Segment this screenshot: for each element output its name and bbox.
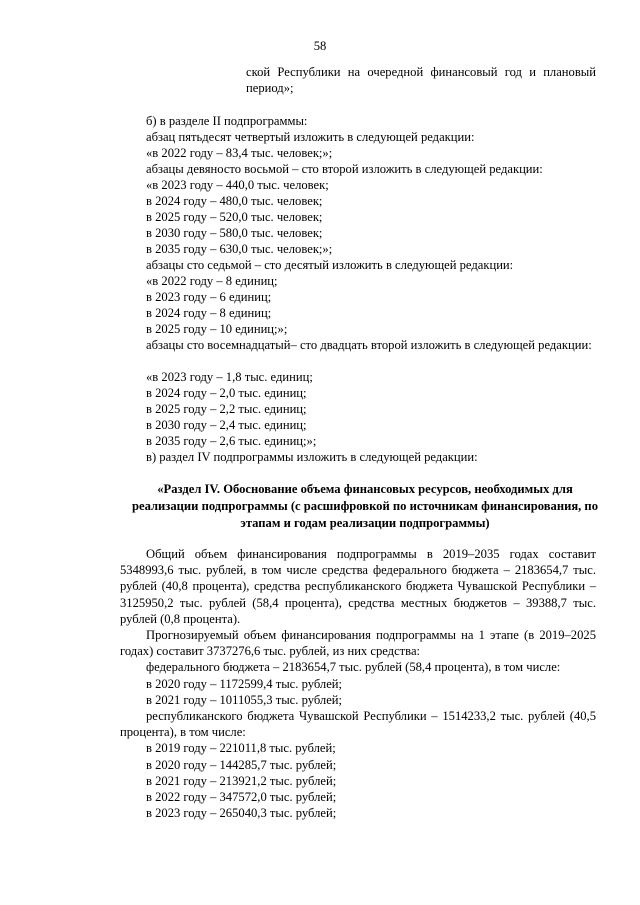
- paragraph: в 2020 году – 1172599,4 тыс. рублей;: [146, 676, 343, 691]
- paragraph: Общий объем финансирования подпрограммы в 2019–2035 годах составит 5348993,6 тыс. рублей, в том числе средства федерального бюджета – 2183654,7 тыс. рублей (40,8 процента), средства республиканского бюджета Чувашской Республики – 3125950,2 тыс. рублей (58,4 процента), средства местных бюджетов – 39388,7 тыс. рублей (0,8 процента).: [120, 547, 596, 626]
- paragraph: республиканского бюджета Чувашской Республики – 1514233,2 тыс. рублей (40,5 процента), в том числе:: [120, 709, 596, 740]
- section-body: [120, 546, 596, 821]
- paragraph: в 2020 году – 144285,7 тыс. рублей;: [146, 757, 337, 772]
- text-line: «в 2023 году – 440,0 тыс. человек;: [146, 178, 329, 192]
- paragraph: в 2022 году – 347572,0 тыс. рублей;: [146, 790, 337, 805]
- paragraph: в 2019 году – 221011,8 тыс. рублей;: [146, 741, 336, 756]
- paragraph-118: [120, 337, 596, 353]
- text-line: абзацы девяносто восьмой – сто второй изложить в следующей редакции:: [146, 162, 543, 176]
- paragraph: Прогнозируемый объем финансирования подпрограммы на 1 этапе (в 2019–2025 годах) составит 3737276,6 тыс. рублей, из них средства:: [120, 628, 596, 659]
- text-line: в 2030 году – 2,4 тыс. единиц;: [146, 418, 307, 432]
- text-line: в 2024 году – 8 единиц;: [146, 306, 272, 320]
- text-line: в 2030 году – 580,0 тыс. человек;: [146, 226, 323, 240]
- continuation-text: ской Республики на очередной финансовый год и плановый период»;: [246, 65, 596, 96]
- text-line: в 2024 году – 2,0 тыс. единиц;: [146, 386, 307, 400]
- text-line: абзац пятьдесят четвертый изложить в следующей редакции:: [146, 130, 475, 144]
- text-line: в 2025 году – 2,2 тыс. единиц;: [146, 402, 307, 416]
- text-line: «в 2023 году – 1,8 тыс. единиц;: [146, 370, 313, 384]
- text-line: «в 2022 году – 8 единиц;: [146, 274, 278, 288]
- text-line: б) в разделе II подпрограммы:: [146, 114, 308, 128]
- text-line: в 2023 году – 6 единиц;: [146, 290, 272, 304]
- paragraph: федерального бюджета – 2183654,7 тыс. рублей (58,4 процента), в том числе:: [146, 660, 561, 675]
- text-line: в 2024 году – 480,0 тыс. человек;: [146, 194, 323, 208]
- paragraph: в 2023 году – 265040,3 тыс. рублей;: [146, 806, 337, 821]
- text-line: «в 2022 году – 83,4 тыс. человек;»;: [146, 146, 333, 160]
- page-number: 58: [313, 39, 327, 53]
- paragraph-text: абзацы сто восемнадцатый– сто двадцать второй изложить в следующей редакции:: [146, 338, 592, 352]
- section-heading: «Раздел IV. Обоснование объема финансовых ресурсов, необходимых для реализации подпрограммы (с расшифровкой по источникам финансирования, по этапам и годам реализации подпрограммы): [131, 482, 598, 530]
- text-line: в 2025 году – 10 единиц;»;: [146, 322, 288, 336]
- text-line: абзацы сто седьмой – сто десятый изложить в следующей редакции:: [146, 258, 514, 272]
- text-line: в 2035 году – 2,6 тыс. единиц;»;: [146, 434, 317, 448]
- paragraph: в 2021 году – 1011055,3 тыс. рублей;: [146, 692, 343, 707]
- paragraph: в 2021 году – 213921,2 тыс. рублей;: [146, 773, 337, 788]
- text-line: в 2035 году – 630,0 тыс. человек;»;: [146, 242, 333, 256]
- text-line: в 2025 году – 520,0 тыс. человек;: [146, 210, 323, 224]
- text-line: в) раздел IV подпрограммы изложить в следующей редакции:: [146, 450, 478, 464]
